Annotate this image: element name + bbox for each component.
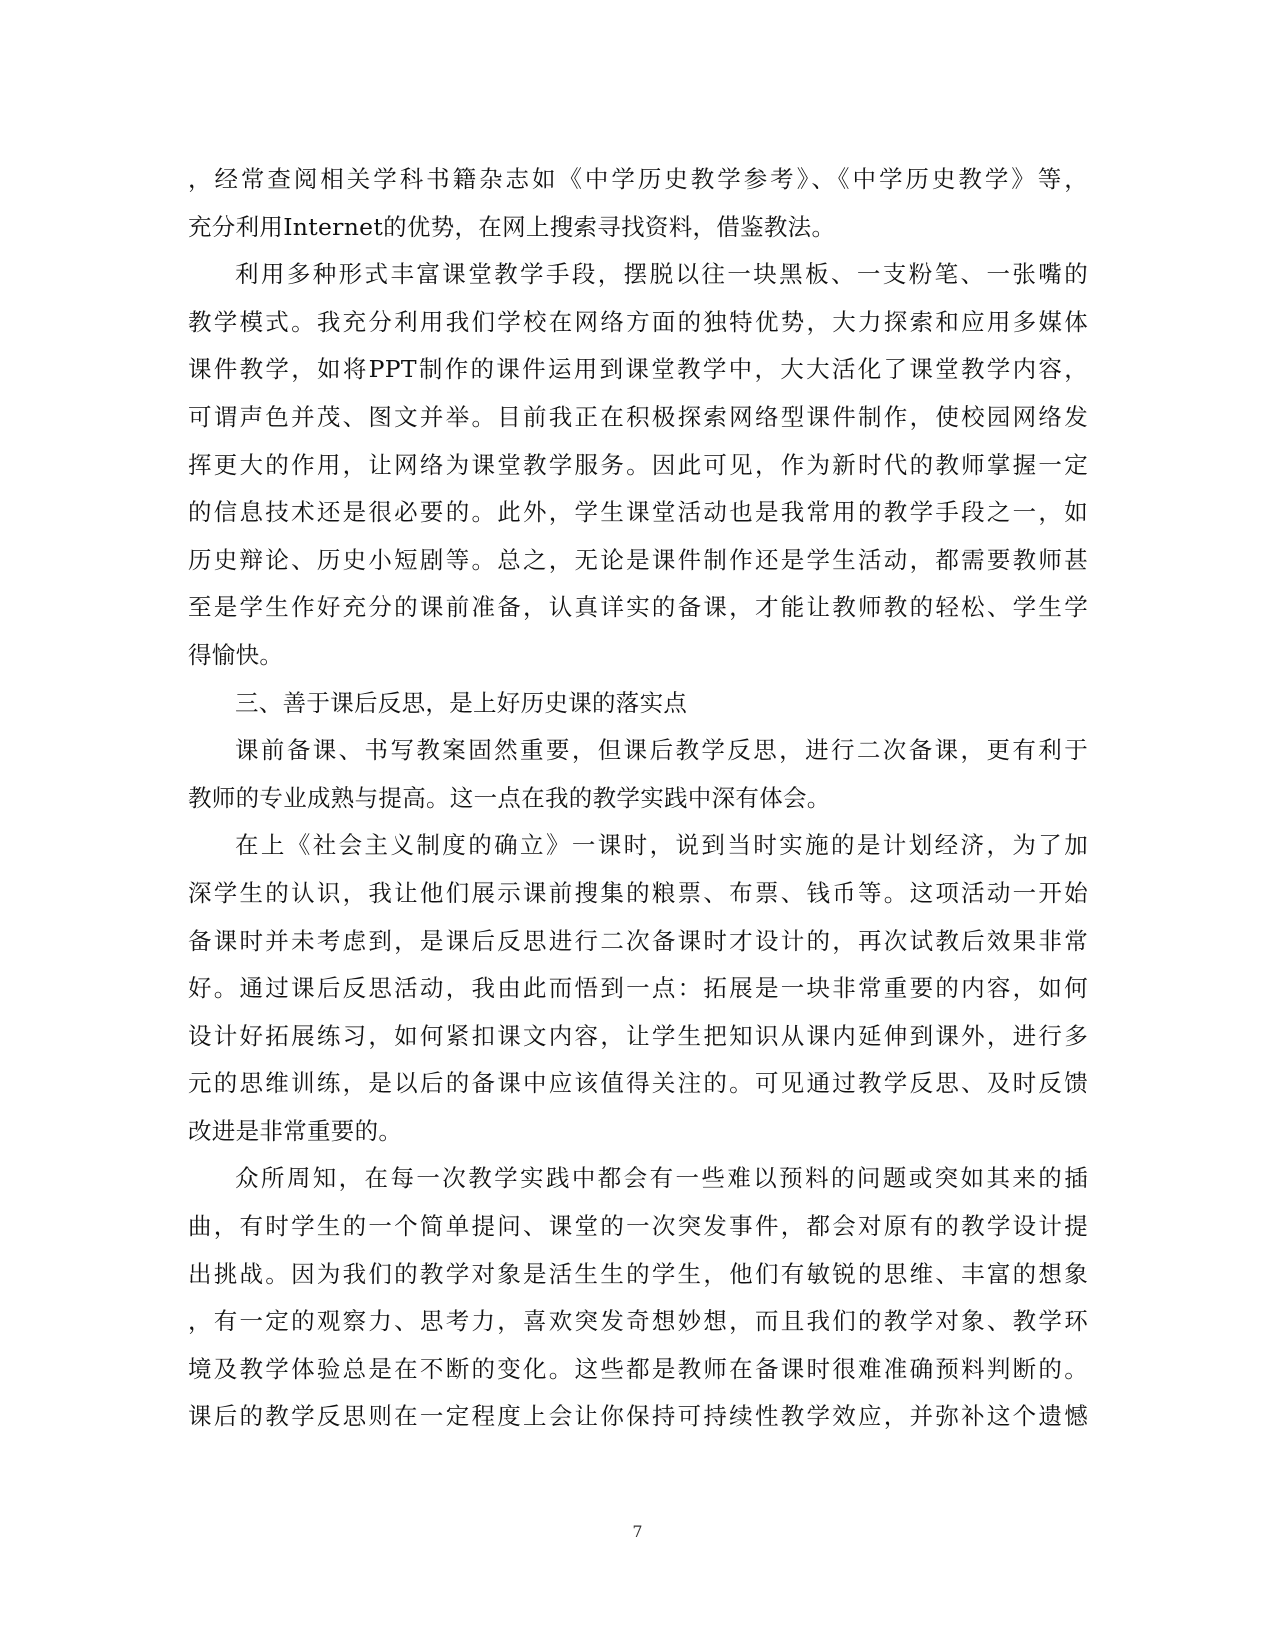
text-line: ，有一定的观察力、思考力，喜欢突发奇想妙想，而且我们的教学对象、教学环 <box>188 1307 1088 1336</box>
text-line: 出挑战。因为我们的教学对象是活生生的学生，他们有敏锐的思维、丰富的想象 <box>188 1259 1088 1288</box>
text-line: ，经常查阅相关学科书籍杂志如《中学历史教学参考》、《中学历史教学》等， <box>188 165 1088 193</box>
text-line: 在上《社会主义制度的确立》一课时，说到当时实施的是计划经济，为了加 <box>235 831 1088 860</box>
text-line: 教师的专业成熟与提高。这一点在我的教学实践中深有体会。 <box>188 783 831 812</box>
text-line: 课后的教学反思则在一定程度上会让你保持可持续性教学效应，并弥补这个遗憾 <box>188 1402 1088 1431</box>
text-line: 好。通过课后反思活动，我由此而悟到一点：拓展是一块非常重要的内容，如何 <box>188 974 1088 1003</box>
section-heading: 三、善于课后反思，是上好历史课的落实点 <box>235 688 688 717</box>
text-line: 众所周知，在每一次教学实践中都会有一些难以预料的问题或突如其来的插 <box>235 1164 1088 1193</box>
page-number: 7 <box>632 1522 643 1541</box>
text-line: 深学生的认识，我让他们展示课前搜集的粮票、布票、钱币等。这项活动一开始 <box>188 878 1088 907</box>
text-line: 得愉快。 <box>188 640 284 669</box>
text-line: 曲，有时学生的一个简单提问、课堂的一次突发事件，都会对原有的教学设计提 <box>188 1212 1088 1241</box>
text-line: 设计好拓展练习，如何紧扣课文内容，让学生把知识从课内延伸到课外，进行多 <box>188 1021 1088 1050</box>
text-line: 课前备课、书写教案固然重要，但课后教学反思，进行二次备课，更有利于 <box>235 736 1088 765</box>
text-line: 至是学生作好充分的课前准备，认真详实的备课，才能让教师教的轻松、学生学 <box>188 593 1088 622</box>
text-line: 可谓声色并茂、图文并举。目前我正在积极探索网络型课件制作，使校园网络发 <box>188 402 1088 431</box>
text-line: 元的思维训练，是以后的备课中应该值得关注的。可见通过教学反思、及时反馈 <box>188 1069 1088 1098</box>
text-line: 境及教学体验总是在不断的变化。这些都是教师在备课时很难准确预料判断的。 <box>188 1354 1088 1383</box>
text-line: 改进是非常重要的。 <box>188 1116 403 1145</box>
text-line: 教学模式。我充分利用我们学校在网络方面的独特优势，大力探索和应用多媒体 <box>188 307 1088 336</box>
text-line: 挥更大的作用，让网络为课堂教学服务。因此可见，作为新时代的教师掌握一定 <box>188 450 1088 479</box>
text-line: 备课时并未考虑到，是课后反思进行二次备课时才设计的，再次试教后效果非常 <box>188 926 1088 955</box>
text-line: 充分利用Internet的优势，在网上搜索寻找资料，借鉴教法。 <box>188 212 836 241</box>
document-body <box>188 156 1088 1441</box>
text-line: 利用多种形式丰富课堂教学手段，摆脱以往一块黑板、一支粉笔、一张嘴的 <box>235 260 1088 289</box>
text-line: 课件教学，如将PPT制作的课件运用到课堂教学中，大大活化了课堂教学内容， <box>188 355 1088 384</box>
text-line: 历史辩论、历史小短剧等。总之，无论是课件制作还是学生活动，都需要教师甚 <box>188 545 1088 574</box>
text-line: 的信息技术还是很必要的。此外，学生课堂活动也是我常用的教学手段之一，如 <box>188 498 1088 527</box>
